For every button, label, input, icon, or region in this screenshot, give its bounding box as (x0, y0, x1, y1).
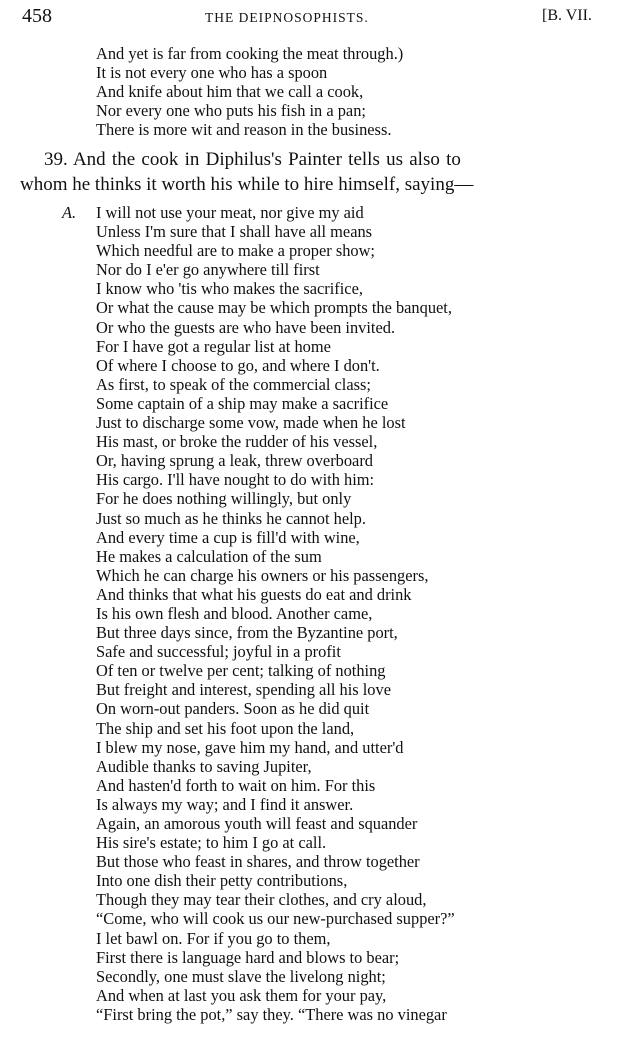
verse-line: I know who 'tis who makes the sacrifice, (96, 279, 363, 299)
verse-line: On worn-out panders. Soon as he did quit (96, 699, 370, 719)
book-reference: [B. VII. (542, 7, 592, 24)
verse-line: Of ten or twelve per cent; talking of nothing (96, 661, 386, 681)
verse-line: Safe and successful; joyful in a profit (96, 642, 341, 662)
verse-line: I blew my nose, gave him my hand, and utter'd (96, 737, 404, 757)
verse-line: Audible thanks to saving Jupiter, (96, 756, 312, 776)
verse-line: And hasten'd forth to wait on him. For this (96, 775, 376, 795)
verse-line: Just to discharge some vow, made when he lost (96, 413, 406, 433)
verse-block-main (96, 203, 455, 1024)
running-title: THE DEIPNOSOPHISTS. (205, 10, 369, 25)
verse-line: Secondly, one must slave the livelong night; (96, 966, 386, 986)
verse-line: Which he can charge his owners or his passengers, (96, 565, 429, 585)
verse-line: “First bring the pot,” say they. “There was no vinegar (96, 1004, 447, 1024)
verse-line: Unless I'm sure that I shall have all means (96, 222, 373, 242)
verse-line: His cargo. I'll have nought to do with him: (96, 470, 375, 490)
verse-line: Though they may tear their clothes, and cry aloud, (96, 890, 427, 910)
verse-line: Or, having sprung a leak, threw overboard (96, 451, 373, 471)
verse-line: And thinks that what his guests do eat and drink (96, 584, 412, 604)
page-header (0, 3, 630, 27)
verse-line: “Come, who will cook us our new-purchased supper?” (96, 909, 455, 929)
verse-block-top (96, 44, 403, 139)
verse-line: And every time a cup is fill'd with wine, (96, 527, 360, 547)
verse-line: Which needful are to make a proper show; (96, 241, 375, 261)
prose-line: 39. And the cook in Diphilus's Painter tells us also to (44, 149, 461, 170)
verse-line: I will not use your meat, nor give my aid (96, 203, 364, 222)
page-number: 458 (22, 5, 52, 27)
speaker-label: A. (62, 203, 77, 222)
verse-line: Of where I choose to go, and where I don't. (96, 355, 380, 375)
verse-line: But three days since, from the Byzantine port, (96, 623, 398, 643)
verse-line: I let bawl on. For if you go to them, (96, 928, 331, 948)
verse-line: And when at last you ask them for your pay, (96, 985, 387, 1005)
verse-line: There is more wit and reason in the business. (96, 120, 392, 140)
verse-line: For he does nothing willingly, but only (96, 489, 352, 509)
verse-line: As first, to speak of the commercial class; (96, 374, 371, 394)
verse-line: But those who feast in shares, and throw together (96, 852, 420, 872)
verse-line: For I have got a regular list at home (96, 336, 331, 356)
verse-line: His sire's estate; to him I go at call. (96, 833, 327, 853)
verse-line: The ship and set his foot upon the land, (96, 718, 355, 738)
prose-paragraph (20, 147, 610, 197)
verse-line: First there is language hard and blows to bear; (96, 947, 400, 967)
verse-line: Into one dish their petty contributions, (96, 871, 348, 891)
verse-line: And yet is far from cooking the meat through.) (96, 44, 404, 63)
verse-line: Or who the guests are who have been invited. (96, 317, 396, 337)
verse-line: Is always my way; and I find it answer. (96, 794, 354, 814)
verse-line: Some captain of a ship may make a sacrifice (96, 393, 389, 413)
prose-line: whom he thinks it worth his while to hire himself, saying— (20, 174, 474, 195)
verse-line: Nor every one who puts his fish in a pan; (96, 101, 366, 121)
verse-line: And knife about him that we call a cook, (96, 82, 364, 102)
verse-line: Again, an amorous youth will feast and squander (96, 814, 418, 833)
verse-line: He makes a calculation of the sum (96, 546, 322, 566)
verse-line: But freight and interest, spending all his love (96, 680, 391, 700)
verse-line: It is not every one who has a spoon (96, 63, 328, 83)
verse-line: Or what the cause may be which prompts the banquet, (96, 298, 452, 318)
verse-line: Is his own flesh and blood. Another came, (96, 603, 373, 623)
verse-line: Just so much as he thinks he cannot help. (96, 508, 366, 528)
verse-line: Nor do I e'er go anywhere till first (96, 260, 320, 280)
verse-line: His mast, or broke the rudder of his vessel, (96, 432, 378, 452)
